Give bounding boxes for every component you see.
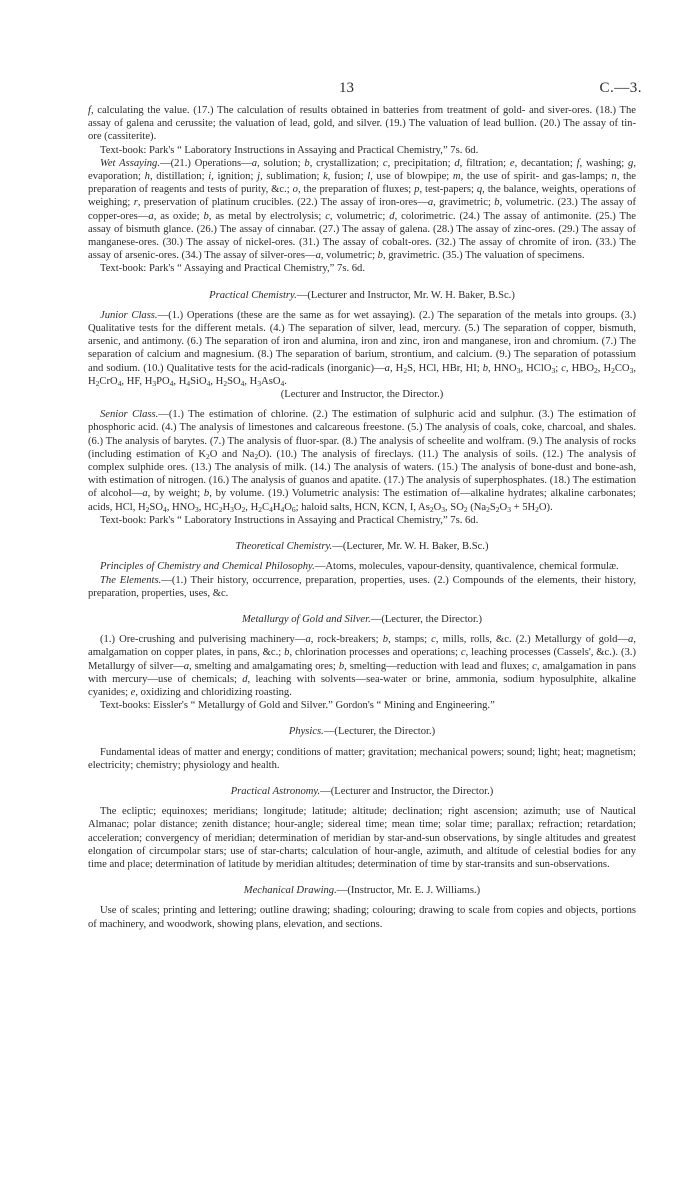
page-header <box>0 80 700 100</box>
document-body <box>88 104 636 931</box>
section-subheading: (Lecturer and Instructor, the Director.) <box>280 389 444 401</box>
paragraph-textbooks: Text-books: Eissler's “ Metallurgy of Gold and Silver.” Gordon's “ Mining and Engineering.” <box>100 700 495 712</box>
section-heading: Metallurgy of Gold and Silver.—(Lecturer, the Director.) <box>241 613 483 625</box>
paragraph: f, calculating the value. (17.) The calculation of results obtained in batteries from treatment of gold- and siver-ores. (18.) The assay of galena and cerussite; the valuation of lead, gold, and silver. (19.) The valuation of lead bullion. (20.) The assay of tin-ore (cassiterite). <box>88 105 636 143</box>
paragraph-senior-class: Senior Class.—(1.) The estimation of chlorine. (2.) The estimation of sulphuric acid and sulphur. (3.) The estimation of phosphoric acid. (4.) The analysis of limestones and calcareous freestone. (5.) The analysis of coals, coke, charcoal, and shales. (6.) The analysis of barytes. (7.) The analysis of fluor-spar. (8.) The analysis of scheelite and wolfram. (9.) The analysis of rocks (including estimation of $K_2O$ and $Na_2O$). (10.) The analysis of fireclays. (11.) The analysis of soils. (12.) The analysis of complex sulphide ores. (13.) The analysis of milk. (14.) The analysis of waters. (15.) The analysis of bone-dust and bone-ash, with estimation of nitrogen. (16.) The analysis of guanos and apatite. (17.) The analysis of superphosphates. (18.) The estimation of alcohol—a, by weight; b, by volume. (19.) Volumetric analysis: The estimation of—alkaline hydrates; alkaline carbonates; acids, HCl, $H_2SO_4$, $HNO_3$, $HC_2H_3O_2$, $H_2C_4H_4O_6$; haloid salts, HCN, KCN, I, $As_2O_3$, $SO_2$ $(Na_2S_2O_3 + 5H_2O)$. <box>88 409 637 514</box>
section-practical-astronomy <box>88 785 636 871</box>
paragraph-principles: Principles of Chemistry and Chemical Philosophy.—Atoms, molecules, vapour-density, quantivalence, chemical formulæ. <box>100 561 619 573</box>
section-heading: Practical Chemistry.—(Lecturer and Instructor, Mr. W. H. Baker, B.Sc.) <box>209 289 515 301</box>
section-heading: Mechanical Drawing.—(Instructor, Mr. E. J. Williams.) <box>243 885 481 897</box>
section-theoretical-chemistry <box>88 540 636 600</box>
section-metallurgy <box>88 613 636 712</box>
section-heading: Practical Astronomy.—(Lecturer and Instructor, the Director.) <box>230 785 494 797</box>
page-number: 13 <box>339 80 354 96</box>
section-mechanical-drawing <box>88 884 636 931</box>
section-physics <box>88 725 636 772</box>
paragraph-mechanical-drawing: Use of scales; printing and lettering; outline drawing; shading; colouring; drawing to scale from copies and objects, portions of machinery, and woodwork, showing plans, elevation, and sections. <box>88 905 636 930</box>
paragraph-metallurgy: (1.) Ore-crushing and pulverising machinery—a, rock-breakers; b, stamps; c, mills, rolls, &c. (2.) Metallurgy of gold—a, amalgamation on copper plates, in pans, &c.; b, chlorination processes and operations; c, leaching processes (Cassels', &c.). (3.) Metallurgy of silver—a, smelting and amalgamating ores; b, smelting—reduction with lead and fluxes; c, amalgamation in pans with mercury—use of chemicals; d, leaching with solvents—sea-water or brine, ammonia, sodium hyposulphite, alkaline cyanides; e, oxidizing and chloridizing roasting. <box>88 634 637 698</box>
paragraph-junior-class: Junior Class.—(1.) Operations (these are the same as for wet assaying). (2.) The separation of the metals into groups. (3.) Qualitative tests for the different metals. (4.) The separation of silver, lead, mercury. (5.) The separation of copper, bismuth, arsenic, and antimony. (6.) The separation of iron and alumina, iron and zinc, iron and manganese, iron and chromium. (7.) The separation of calcium and magnesium. (8.) The separation of barium, strontium, and calcium. (9.) The separation of potassium and sodium. (10.) Qualitative tests for the acid-radicals (inorganic)—a, $H_2S$, HCl, HBr, HI; b, $HNO_3$, HClO$_3$; c, $HBO_2$, $H_2CO_3$, $H_2CrO_4$, HF, $H_3PO_4$, $H_4SiO_4$, $H_2SO_4$, $H_3AsO_4$. <box>88 309 636 388</box>
section-heading: Theoretical Chemistry.—(Lecturer, Mr. W. H. Baker, B.Sc.) <box>235 541 489 553</box>
paragraph-textbook: Text-book: Park's “ Assaying and Practical Chemistry,” 7s. 6d. <box>100 263 365 275</box>
section-practical-chemistry <box>88 289 636 527</box>
section-heading: Physics.—(Lecturer, the Director.) <box>288 726 436 738</box>
paragraph-elements: The Elements.—(1.) Their history, occurrence, preparation, properties, uses. (2.) Compounds of the elements, their history, preparation, properties, uses, &c. <box>88 574 636 599</box>
paragraph-textbook: Text-book: Park's “ Laboratory Instructions in Assaying and Practical Chemistry,” 7s. 6d. <box>100 514 479 526</box>
section-assaying-continued <box>88 104 636 276</box>
paragraph-wet-assaying: Wet Assaying.—(21.) Operations—a, solution; b, crystallization; c, precipitation; d, filtration; e, decantation; f, washing; g, evaporation; h, distillation; i, ignition; j, sublimation; k, fusion; l, use of blowpipe; m, the use of spirit- and gas-lamps; n, the preparation of reagents and tests of purity, &c.; o, the preparation of fluxes; p, test-papers; q, the balance, weights, operations of weighing; r, preservation of platinum crucibles. (22.) The assay of iron-ores—a, gravimetric; b, volumetric. (23.) The assay of copper-ores—a, as oxide; b, as metal by electrolysis; c, volumetric; d, colorimetric. (24.) The assay of antimonite. (25.) The assay of bismuth glance. (26.) The assay of cinnabar. (27.) The assay of galena. (28.) The assay of zinc-ores. (29.) The assay of manganese-ores. (30.) The assay of nickel-ores. (31.) The assay of cobalt-ores. (32.) The assay of chromite of iron. (33.) The assay of arsenic-ores. (34.) The assay of silver-ores—a, volumetric; b, gravimetric. (35.) The valuation of specimens. <box>88 157 637 262</box>
paragraph-textbook: Text-book: Park's “ Laboratory Instructions in Assaying and Practical Chemistry,” 7s. 6d. <box>100 144 479 156</box>
paragraph-physics: Fundamental ideas of matter and energy; conditions of matter; gravitation; mechanical powers; sound; light; heat; magnetism; electricity; chemistry; physiology and health. <box>88 746 636 771</box>
page-reference: C.—3. <box>599 80 642 96</box>
paragraph-astronomy: The ecliptic; equinoxes; meridians; longitude; latitude; altitude; declination; right ascension; azimuth; use of Nautical Almanac; polar distance; zenith distance; hour-angle; sidereal time; mean time; solar time; parallax; refraction; retardation; acceleration; convergency of meridian; determination of meridian by star-and-sun observations, by single altitudes and greatest elongation of circumpolar stars; use of star-charts; calculation of hour-angle, azimuth, and altitude of celestial bodies for any time and place; determination of latitude by meridian altitudes; determination of time by star-transits and sun-observations. <box>88 806 636 870</box>
